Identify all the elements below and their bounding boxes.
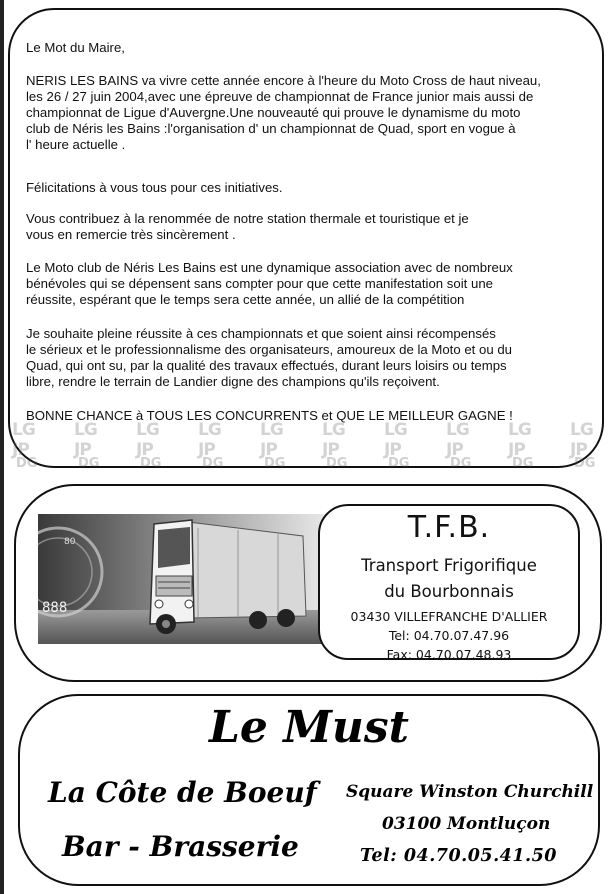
watermark-logo: LG JP DG [136, 420, 162, 471]
restaurant-phone: Tel: 04.70.05.41.50 [360, 846, 557, 866]
letter-line: libre, rendre le terrain de Landier digne des champions qu'ils reçoivent. [26, 374, 440, 389]
letter-line: l' heure actuelle . [26, 137, 126, 152]
letter-line: Vous contribuez à la renommée de notre station thermale et touristique et je [26, 211, 469, 226]
letter-line: bénévoles qui se dépensent sans compter pour que cette manifestation soit une [26, 276, 493, 291]
tfb-info-box [318, 504, 580, 660]
company-name: T.F.B. [407, 510, 491, 545]
letter-line: Je souhaite pleine réussite à ces championnats et que soient ainsi récompensés [26, 326, 496, 341]
restaurant-specialty: La Côte de Boeuf [48, 776, 317, 809]
letter-line: NERIS LES BAINS va vivre cette année encore à l'heure du Moto Cross de haut niveau, [26, 73, 541, 88]
le-must-advertisement [18, 694, 600, 886]
truck-illustration [38, 514, 326, 644]
watermark-logo: LG JP DG [384, 420, 410, 471]
watermark-logo: LG JP DG [198, 420, 224, 471]
letter-paragraph-3 [26, 211, 598, 243]
svg-text:80: 80 [64, 537, 76, 547]
letter-paragraph-5 [26, 326, 598, 390]
restaurant-city: 03100 Montluçon [382, 814, 551, 834]
watermark-logo: LG JP DG [74, 420, 100, 471]
restaurant-name: Le Must [208, 702, 410, 753]
letter-greeting: Le Mot du Maire, [26, 40, 125, 55]
restaurant-type: Bar - Brasserie [62, 830, 299, 863]
restaurant-street: Square Winston Churchill [346, 782, 594, 802]
scan-edge [0, 0, 4, 894]
letter-line: Quad, qui ont su, par la qualité des travaux effectués, durant leurs loisirs ou temps [26, 358, 507, 373]
letter-line: Le Moto club de Néris Les Bains est une dynamique association avec de nombreux [26, 260, 513, 275]
letter-paragraph-1 [26, 73, 598, 153]
watermark-logo: LG JP DG [322, 420, 348, 471]
watermark-logo: LG JP DG [570, 420, 596, 471]
watermark-logo: LG JP DG [12, 420, 38, 471]
company-address: 03430 VILLEFRANCHE D'ALLIER [350, 609, 548, 624]
letter-paragraph-2: Félicitations à vous tous pour ces initiatives. [26, 180, 283, 195]
watermark-logo: LG JP DG [446, 420, 472, 471]
letter-closing: BONNE CHANCE à TOUS LES CONCURRENTS et QUE LE MEILLEUR GAGNE ! [26, 408, 513, 423]
company-phone: Tel: 04.70.07.47.96 [388, 628, 510, 643]
letter-line: vous en remercie très sincèrement . [26, 227, 236, 242]
company-tagline-2: du Bourbonnais [384, 582, 514, 601]
letter-line: championnat de Ligue d'Auvergne.Une nouveauté qui prouve le dynamisme du moto [26, 105, 521, 120]
letter-line: réussite, espérant que le temps sera cette année, un allié de la compétition [26, 292, 465, 307]
svg-text:888: 888 [42, 600, 68, 616]
letter-paragraph-4 [26, 260, 598, 308]
letter-line: les 26 / 27 juin 2004,avec une épreuve de championnat de France junior mais aussi de [26, 89, 534, 104]
mayor-letter [8, 8, 604, 468]
watermark-logo: LG JP DG [260, 420, 286, 471]
letter-line: club de Néris les Bains :l'organisation d' un championnat de Quad, sport en vogue à [26, 121, 516, 136]
tfb-advertisement [14, 484, 602, 682]
watermark-logo: LG JP DG [508, 420, 534, 471]
letter-line: le sérieux et le professionnalisme des organisateurs, amoureux de la Moto et ou du [26, 342, 513, 357]
company-fax: Fax: 04.70.07.48.93 [386, 647, 512, 662]
company-tagline-1: Transport Frigorifique [361, 556, 537, 575]
